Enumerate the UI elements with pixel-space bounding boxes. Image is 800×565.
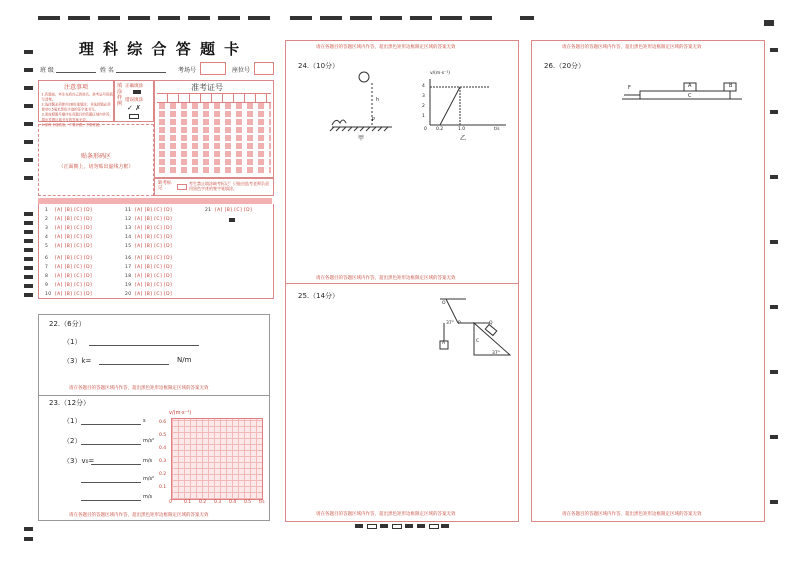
mc-options[interactable]: [A] [B] [C] [D] [55, 283, 93, 288]
mc-question-10[interactable] [45, 292, 92, 297]
q25-bottom-notice: 请在各题目的答题区域内作答，超出黑色矩形边框限定区域的答案无效 [316, 512, 456, 517]
mc-options[interactable]: [A] [B] [C] [D] [55, 292, 93, 297]
mc-question-1[interactable] [45, 208, 92, 213]
q24-p-label: P [372, 117, 376, 123]
mc-question-12[interactable] [125, 217, 172, 222]
q22-answer-3[interactable] [99, 364, 169, 365]
exam-number-digit-columns[interactable] [157, 103, 271, 175]
q23-answer-2[interactable] [81, 444, 141, 445]
mc-question-2[interactable] [45, 217, 92, 222]
q23-unit-2: m/s² [143, 438, 155, 444]
q25-label: 37° [446, 321, 454, 326]
wrong-fill-sample-3 [129, 114, 139, 119]
absent-text: 考生禁止填涂缺考标记！只能由监考老师负责用黑色字迹的签字笔填涂。 [189, 181, 269, 191]
q23-item-2: （2） [63, 437, 82, 445]
mc-question-4[interactable] [45, 235, 92, 240]
mc-options[interactable]: [A] [B] [C] [D] [135, 256, 173, 261]
q24-fig2-label: 乙 [460, 135, 467, 142]
q25-figure [436, 297, 516, 361]
mc-question-number: 14 [125, 235, 132, 240]
q24-x-tick: 1.0 [458, 127, 466, 132]
fill-example [114, 80, 154, 122]
q26-label-b: B [729, 83, 733, 89]
q26-label-a: A [688, 83, 692, 89]
q24-title: 24.（10分） [298, 62, 340, 70]
mc-question-number: 5 [45, 244, 49, 249]
mc-options[interactable]: [A] [B] [C] [D] [55, 235, 93, 240]
q22-item-3: （3）k= [63, 357, 92, 365]
mc-question-number: 1 [45, 208, 49, 213]
mc-question-number: 16 [125, 256, 132, 261]
q25-label: P [458, 321, 461, 326]
mc-question-7[interactable] [45, 265, 92, 270]
notice-line-3: 3.请按照题号顺序在各题目的答题区域内作答，超出答题区域书写的答案无效。 [41, 112, 113, 122]
mc-question-20[interactable] [125, 292, 172, 297]
notice-box [38, 80, 114, 127]
absent-area [154, 178, 274, 196]
q25-label: A [442, 341, 446, 346]
mc-question-11[interactable] [125, 208, 172, 213]
q24-y-tick: 3 [422, 94, 425, 99]
mc-options[interactable]: [A] [B] [C] [D] [135, 283, 173, 288]
mc-question-18[interactable] [125, 274, 172, 279]
mc-options[interactable]: [A] [B] [C] [D] [55, 265, 93, 270]
q23-graph-grid[interactable] [171, 418, 263, 500]
q22-footer-notice: 请在各题目的答题区域内作答，超出黑色矩形边框限定区域的答案无效 [69, 386, 209, 391]
mc-question-number: 21 [205, 208, 212, 213]
notice-line-2: 2.选择题必须使用2B铅笔填涂；非选择题必须使用0.5毫米黑色字迹的签字笔书写。 [41, 102, 111, 112]
mc-area [38, 204, 274, 299]
mc-options[interactable]: [A] [B] [C] [D] [55, 244, 93, 249]
mc-options[interactable]: [A] [B] [C] [D] [135, 226, 173, 231]
barcode-line-1: 贴条形码区 [80, 153, 111, 160]
q23-y-tick: 0.6 [159, 420, 167, 425]
q23-item-3: （3）v₀= [63, 457, 95, 465]
mc-question-5[interactable] [45, 244, 92, 249]
q24-y-tick: 2 [422, 104, 425, 109]
q24-top-notice: 请在各题目的答题区域内作答，超出黑色矩形边框限定区域的答案无效 [316, 45, 456, 50]
q24-bottom-notice: 请在各题目的答题区域内作答，超出黑色矩形边框限定区域的答案无效 [316, 276, 456, 281]
exam-number-grid [154, 80, 274, 178]
barcode-line-2: （正面朝上，切勿贴出虚线方框） [58, 164, 134, 170]
q22-answer-1[interactable] [89, 345, 199, 346]
fill-example-vertical-label: 填涂样例 [117, 83, 123, 107]
mc-options[interactable]: [A] [B] [C] [D] [135, 217, 173, 222]
mc-question-number: 15 [125, 244, 132, 249]
q23-unit-4: m/s² [143, 476, 155, 482]
exam-room-label: 考场号 [178, 67, 197, 74]
mc-question-17[interactable] [125, 265, 172, 270]
mc-question-16[interactable] [125, 256, 172, 261]
q22-title: 22.（6分） [49, 320, 86, 328]
exam-number-write-boxes[interactable] [157, 93, 271, 103]
mc-question-number: 4 [45, 235, 49, 240]
q23-graph-ylabel: v/(m·s⁻¹) [169, 410, 192, 416]
q24-fig1 [322, 69, 402, 139]
exam-number-label: 准考证号 [191, 83, 223, 92]
mc-question-3[interactable] [45, 226, 92, 231]
q22-panel [38, 314, 270, 396]
mc-question-number: 7 [45, 265, 49, 270]
q23-panel [38, 394, 270, 521]
wrong-fill-samples: ✓ ✗ [127, 104, 141, 112]
mc-options[interactable]: [A] [B] [C] [D] [55, 256, 93, 261]
mc-question-6[interactable] [45, 256, 92, 261]
notice-line-1: 1.答题前，考生先将自己的姓名、准考证号码填写清楚。 [41, 91, 113, 102]
divider [286, 283, 518, 284]
q23-item-1: （1） [63, 417, 82, 425]
mc-question-15[interactable] [125, 244, 172, 249]
q24-y-tick: 1 [422, 114, 425, 119]
mc-options[interactable]: [A] [B] [C] [D] [135, 235, 173, 240]
q26-bottom-notice: 请在各题目的答题区域内作答，超出黑色矩形边框限定区域的答案无效 [562, 512, 702, 517]
mc-options[interactable]: [A] [B] [C] [D] [135, 244, 173, 249]
q23-x-tick: 0.5 [244, 500, 252, 505]
seat-label: 座位号 [232, 67, 251, 74]
q26-figure [622, 79, 742, 109]
q23-unit-5: m/s [143, 494, 153, 500]
q24-h-label: h [376, 97, 380, 103]
q25-title: 25.（14分） [298, 292, 340, 300]
mc-filled-mark [229, 218, 235, 222]
absent-label: 缺考标记 [158, 181, 172, 191]
q23-footer-notice: 请在各题目的答题区域内作答，超出黑色矩形边框限定区域的答案无效 [69, 513, 209, 518]
q23-answer-4[interactable] [81, 482, 141, 483]
q23-y-tick: 0.2 [159, 472, 167, 477]
mc-options[interactable]: [A] [B] [C] [D] [135, 292, 173, 297]
q23-x-tick: 0 [169, 500, 172, 505]
mc-options[interactable]: [A] [B] [C] [D] [55, 217, 93, 222]
q23-x-tick: 0.2 [199, 500, 207, 505]
q23-x-tick: 0.3 [214, 500, 222, 505]
mc-question-number: 3 [45, 226, 49, 231]
q23-x-tick: t/s [259, 500, 265, 505]
q23-y-tick: 0.4 [159, 446, 167, 451]
q26-title: 26.（20分） [544, 62, 586, 70]
mc-question-21[interactable] [205, 208, 252, 213]
exam-room-box[interactable] [200, 62, 226, 75]
q24-ylabel: v/(m·s⁻¹) [430, 71, 451, 76]
q23-x-tick: 0.1 [184, 500, 192, 505]
class-label: 班 级 [40, 67, 54, 74]
q26-top-notice: 请在各题目的答题区域内作答，超出黑色矩形边框限定区域的答案无效 [562, 45, 702, 50]
q24-x-tick: 0.2 [436, 127, 444, 132]
q23-title: 23.（12分） [49, 399, 91, 407]
q22-item-1: （1） [63, 338, 82, 346]
q25-label: Q [489, 321, 493, 326]
mc-question-14[interactable] [125, 235, 172, 240]
q26-label-c: C [688, 93, 692, 99]
q23-y-tick: 0.5 [159, 433, 167, 438]
q23-x-tick: 0.4 [229, 500, 237, 505]
mc-options[interactable]: [A] [B] [C] [D] [135, 265, 173, 270]
q25-label: O [442, 301, 446, 306]
mc-options[interactable]: [A] [B] [C] [D] [135, 208, 173, 213]
mc-question-number: 12 [125, 217, 132, 222]
mc-question-number: 8 [45, 274, 49, 279]
mc-question-number: 2 [45, 217, 49, 222]
mc-options[interactable]: [A] [B] [C] [D] [135, 274, 173, 279]
q24-y-tick: 4 [422, 84, 425, 89]
correct-fill-label: 正确填涂 [125, 84, 143, 89]
sheet-title: 理 科 综 合 答 题 卡 [78, 40, 242, 58]
correct-fill-sample [133, 90, 141, 94]
q24-fig1-label: 甲 [358, 135, 365, 142]
mc-options[interactable]: [A] [B] [C] [D] [55, 274, 93, 279]
mc-question-19[interactable] [125, 283, 172, 288]
mc-question-number: 20 [125, 292, 132, 297]
mc-question-number: 18 [125, 274, 132, 279]
mc-options[interactable]: [A] [B] [C] [D] [215, 208, 253, 213]
mc-question-number: 6 [45, 256, 49, 261]
notice-line-4: 4.保持卡面清洁，不要折叠、不要弄破。 [41, 122, 103, 127]
mc-question-number: 11 [125, 208, 132, 213]
mc-question-13[interactable] [125, 226, 172, 231]
q23-unit-1: s [143, 418, 146, 424]
name-label: 姓 名 [100, 67, 114, 74]
mc-question-8[interactable] [45, 274, 92, 279]
middle-panel [285, 40, 519, 522]
seat-box[interactable] [254, 62, 274, 75]
mc-question-number: 13 [125, 226, 132, 231]
q23-answer-5[interactable] [81, 500, 141, 501]
mc-options[interactable]: [A] [B] [C] [D] [55, 208, 93, 213]
absent-checkbox[interactable] [177, 184, 187, 190]
mc-question-number: 9 [45, 283, 49, 288]
right-panel [531, 40, 765, 522]
q23-answer-1[interactable] [81, 424, 141, 425]
header-row [38, 62, 278, 76]
mc-options[interactable]: [A] [B] [C] [D] [55, 226, 93, 231]
q24-x-tick: t/s [494, 127, 500, 132]
q23-y-tick: 0.3 [159, 459, 167, 464]
q23-y-tick: 0.1 [159, 485, 167, 490]
notice-title: 注意事项 [63, 84, 88, 91]
q26-label-f: F [628, 85, 631, 91]
q22-unit-3: N/m [177, 356, 192, 364]
q24-x-tick: 0 [424, 127, 427, 132]
q25-label: 37° [492, 351, 500, 356]
mc-question-9[interactable] [45, 283, 92, 288]
mc-question-number: 10 [45, 292, 52, 297]
q23-answer-3[interactable] [91, 464, 141, 465]
q25-label: C [476, 339, 480, 344]
q24-fig2 [420, 77, 510, 127]
barcode-area [38, 124, 154, 196]
mc-question-number: 17 [125, 265, 132, 270]
q23-unit-3: m/s [143, 458, 153, 464]
mc-question-number: 19 [125, 283, 132, 288]
wrong-fill-label: 错误填涂 [125, 98, 143, 103]
